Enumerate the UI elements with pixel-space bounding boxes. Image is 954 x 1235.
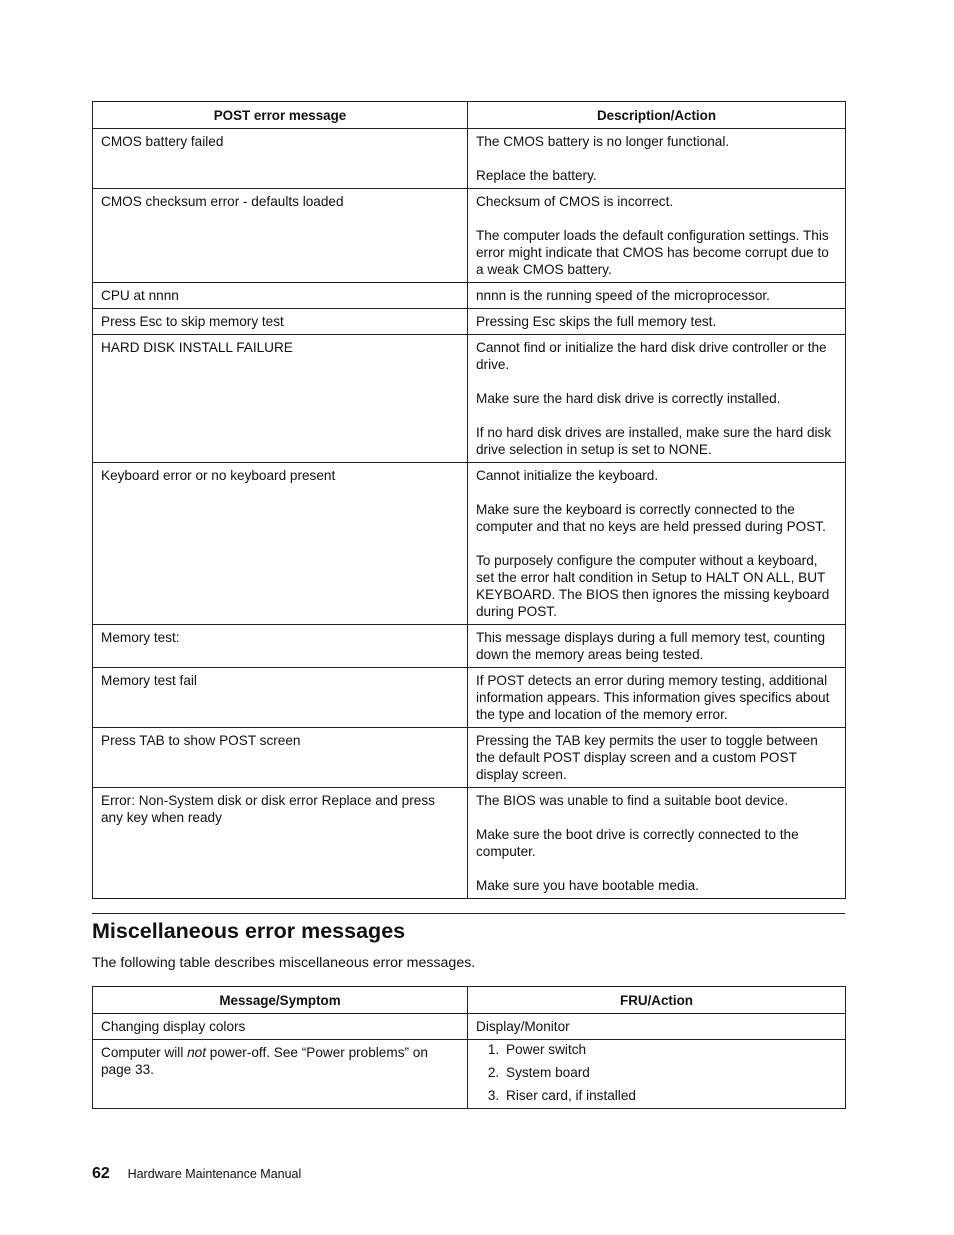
error-message-cell: Press Esc to skip memory test (93, 309, 468, 335)
fru-list (476, 1041, 838, 1104)
misc-error-table (92, 986, 846, 1109)
description-paragraph: nnnn is the running speed of the microprocessor. (476, 288, 770, 303)
error-message-cell: Press TAB to show POST screen (93, 728, 468, 788)
description-cell (468, 283, 846, 309)
table-row (93, 788, 846, 899)
error-message-cell: HARD DISK INSTALL FAILURE (93, 335, 468, 463)
error-message-cell: CMOS checksum error - defaults loaded (93, 189, 468, 283)
description-cell (468, 309, 846, 335)
page-footer (92, 1165, 301, 1183)
description-cell (468, 335, 846, 463)
description-paragraph: If no hard disk drives are installed, make sure the hard disk drive selection in setup is set to NONE. (476, 425, 832, 457)
manual-title: Hardware Maintenance Manual (127, 1167, 302, 1181)
section-intro: The following table describes miscellaneous error messages. (92, 955, 476, 971)
fru-list-item: 3. Riser card, if installed (503, 1087, 838, 1104)
table-row (93, 463, 846, 625)
description-paragraph: Cannot initialize the keyboard. (476, 468, 659, 483)
description-cell (468, 668, 846, 728)
description-paragraph: The BIOS was unable to find a suitable boot device. (476, 793, 789, 808)
description-paragraph: Pressing the TAB key permits the user to toggle between the default POST display screen and a custom POST display screen. (476, 733, 818, 782)
fru-list-item: 2. System board (503, 1064, 838, 1081)
column-header-post-error-message: POST error message (93, 102, 468, 129)
error-message-cell: Error: Non-System disk or disk error Replace and press any key when ready (93, 788, 468, 899)
error-message-cell: CMOS battery failed (93, 129, 468, 189)
table-row (93, 189, 846, 283)
description-cell (468, 625, 846, 668)
description-cell (468, 189, 846, 283)
description-paragraph: Make sure the keyboard is correctly connected to the computer and that no keys are held pressed during POST. (476, 502, 826, 534)
table-header-row (93, 987, 846, 1014)
symptom-text: Computer will (101, 1045, 188, 1060)
post-error-table (92, 101, 846, 899)
description-paragraph: Make sure you have bootable media. (476, 878, 699, 893)
table-row (93, 283, 846, 309)
description-paragraph: Replace the battery. (476, 168, 597, 183)
description-paragraph: Pressing Esc skips the full memory test. (476, 314, 717, 329)
description-paragraph: Make sure the hard disk drive is correctly installed. (476, 391, 781, 406)
table-row (93, 1040, 846, 1109)
post-error-table-body (93, 129, 846, 899)
table-row (93, 625, 846, 668)
page-number: 62 (92, 1165, 110, 1182)
description-paragraph: Cannot find or initialize the hard disk drive controller or the drive. (476, 340, 827, 372)
error-message-cell: Keyboard error or no keyboard present (93, 463, 468, 625)
fru-list-item: 1. Power switch (503, 1041, 838, 1058)
section-heading: Miscellaneous error messages (92, 919, 406, 943)
description-cell (468, 129, 846, 189)
fru-cell: Display/Monitor (468, 1014, 846, 1040)
description-paragraph: The computer loads the default configuration settings. This error might indicate that CMOS has become corrupt due to a weak CMOS battery. (476, 228, 829, 277)
symptom-text: power-off. See “Power problems” on page 33. (101, 1045, 428, 1077)
description-paragraph: Checksum of CMOS is incorrect. (476, 194, 674, 209)
column-header-description-action: Description/Action (468, 102, 846, 129)
symptom-cell (93, 1040, 468, 1109)
table-row (93, 668, 846, 728)
column-header-message-symptom: Message/Symptom (93, 987, 468, 1014)
description-paragraph: Make sure the boot drive is correctly connected to the computer. (476, 827, 799, 859)
section-divider (92, 913, 845, 914)
description-cell (468, 463, 846, 625)
table-row (93, 728, 846, 788)
description-paragraph: To purposely configure the computer without a keyboard, set the error halt condition in Setup to HALT ON ALL, BUT KEYBOARD. The BIOS then ignores the missing keyboard during POST. (476, 553, 830, 619)
error-message-cell: Memory test: (93, 625, 468, 668)
description-paragraph: If POST detects an error during memory testing, additional information appears. This information gives specifics about the type and location of the memory error. (476, 673, 830, 722)
table-row (93, 335, 846, 463)
error-message-cell: CPU at nnnn (93, 283, 468, 309)
table-row (93, 1014, 846, 1040)
table-row (93, 129, 846, 189)
symptom-cell: Changing display colors (93, 1014, 468, 1040)
column-header-fru-action: FRU/Action (468, 987, 846, 1014)
error-message-cell: Memory test fail (93, 668, 468, 728)
description-cell (468, 728, 846, 788)
description-paragraph: The CMOS battery is no longer functional. (476, 134, 730, 149)
fru-cell (468, 1040, 846, 1109)
description-cell (468, 788, 846, 899)
table-row (93, 309, 846, 335)
description-paragraph: This message displays during a full memory test, counting down the memory areas being tested. (476, 630, 826, 662)
table-header-row (93, 102, 846, 129)
symptom-emphasis: not (187, 1045, 207, 1060)
